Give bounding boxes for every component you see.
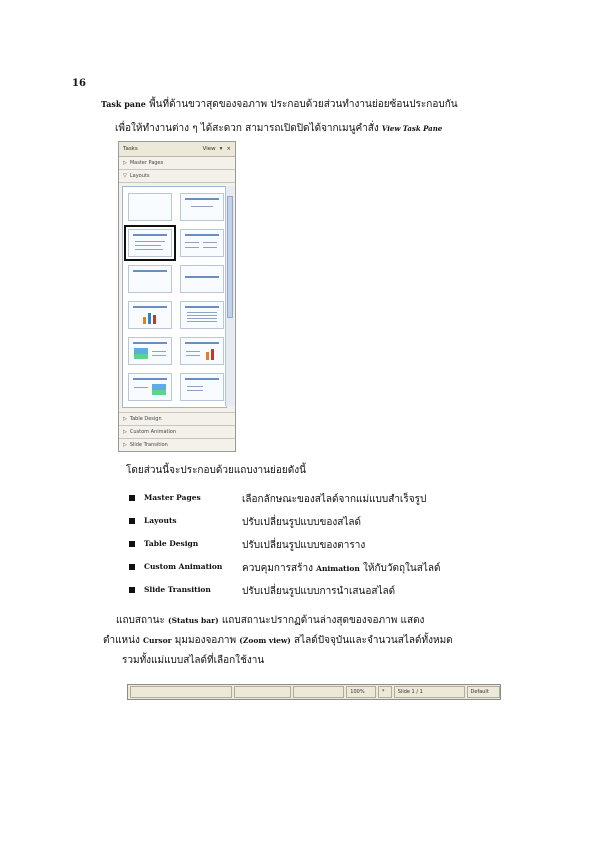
bullet-icon bbox=[129, 587, 135, 593]
status-text: แถบสถานะ bbox=[116, 615, 169, 626]
item-desc: ปรับเปลี่ยนรูปแบบของตาราง bbox=[242, 540, 366, 551]
pane-view-menu[interactable]: View bbox=[202, 146, 216, 152]
item-term: Master Pages bbox=[144, 493, 201, 502]
status-paragraph-line2 bbox=[103, 633, 499, 648]
layout-thumb-table[interactable] bbox=[180, 301, 224, 329]
pane-section-master-pages[interactable] bbox=[119, 157, 235, 170]
status-text: มุมมองจอภาพ bbox=[171, 635, 240, 646]
layout-thumb-text-chart[interactable] bbox=[180, 337, 224, 365]
view-task-pane-menu: View Task Pane bbox=[381, 124, 443, 133]
chevron-right-icon: ▷ bbox=[123, 416, 127, 422]
pane-section-label: Custom Animation bbox=[129, 429, 177, 435]
layout-thumb-text-list[interactable] bbox=[180, 373, 224, 401]
intro-text: โดยส่วนนี้จะประกอบด้วยแถบงานย่อยดังนี้ bbox=[126, 465, 306, 476]
list-item bbox=[129, 538, 365, 553]
bullet-icon bbox=[129, 495, 135, 501]
status-slide: Slide 1 / 1 bbox=[394, 686, 465, 698]
chevron-down-icon[interactable]: ▾ bbox=[219, 146, 223, 152]
layout-thumb-two-content[interactable] bbox=[180, 229, 224, 257]
status-paragraph-line1 bbox=[116, 613, 502, 628]
pane-section-table-design[interactable] bbox=[119, 412, 235, 425]
chevron-right-icon: ▷ bbox=[123, 160, 127, 166]
layout-thumb-picture[interactable] bbox=[128, 337, 172, 365]
task-pane-line2-text: เพื่อให้ทำงานต่าง ๆ ได้สะดวก สามารถเปิดปิดได้จากเมนูคำสั่ง bbox=[115, 123, 382, 134]
task-pane-term: Task pane bbox=[101, 99, 146, 109]
task-pane-line1-text: พื้นที่ด้านขวาสุดของจอภาพ ประกอบด้วยส่วนทำงานย่อยซ้อนประกอบกัน bbox=[149, 99, 458, 110]
status-paragraph-line3: รวมทั้งแม่แบบสไลด์ที่เลือกใช้งาน bbox=[122, 655, 265, 666]
pane-section-label: Table Design bbox=[129, 416, 162, 422]
page-number: 16 bbox=[72, 78, 86, 89]
close-icon[interactable]: × bbox=[226, 146, 231, 152]
status-cell-position bbox=[234, 686, 291, 698]
bullet-icon bbox=[129, 518, 135, 524]
item-desc-animation: Animation bbox=[316, 564, 360, 573]
status-bar-screenshot bbox=[127, 684, 501, 700]
status-star-icon: * bbox=[378, 686, 392, 698]
chevron-right-icon: ▷ bbox=[123, 429, 127, 435]
task-pane-screenshot bbox=[118, 141, 236, 452]
item-term: Custom Animation bbox=[144, 562, 223, 571]
chevron-down-icon: ▽ bbox=[123, 173, 127, 179]
status-cell-empty bbox=[130, 686, 232, 698]
item-term: Slide Transition bbox=[144, 585, 211, 594]
list-item bbox=[129, 515, 361, 530]
list-item bbox=[129, 492, 426, 507]
item-desc-part: ให้กับวัตถุในสไลด์ bbox=[359, 563, 441, 574]
bullet-icon bbox=[129, 541, 135, 547]
pane-section-label: Master Pages bbox=[129, 160, 164, 166]
layout-gallery bbox=[122, 186, 227, 408]
item-desc: ปรับเปลี่ยนรูปแบบการนำเสนอสไลด์ bbox=[242, 586, 396, 597]
layout-thumb-centered[interactable] bbox=[180, 265, 224, 293]
layout-thumb-title-only[interactable] bbox=[128, 265, 172, 293]
cursor-term: Cursor bbox=[143, 636, 172, 645]
item-desc bbox=[242, 561, 441, 576]
item-term: Layouts bbox=[144, 516, 177, 525]
item-term: Table Design bbox=[144, 539, 199, 548]
layout-thumb-title[interactable] bbox=[180, 193, 224, 221]
item-desc-part: ควบคุมการสร้าง bbox=[242, 563, 317, 574]
pane-section-layouts[interactable] bbox=[119, 170, 235, 183]
chevron-right-icon: ▷ bbox=[123, 442, 127, 448]
bullet-icon bbox=[129, 564, 135, 570]
list-item bbox=[129, 561, 441, 576]
status-bar-term: (Status bar) bbox=[168, 616, 219, 625]
pane-title: Tasks bbox=[123, 146, 138, 152]
item-desc: เลือกลักษณะของสไลด์จากแม่แบบสำเร็จรูป bbox=[242, 494, 427, 505]
gallery-scrollbar[interactable] bbox=[225, 186, 234, 406]
pane-section-label: Slide Transition bbox=[129, 442, 168, 448]
task-pane-paragraph-line2 bbox=[115, 121, 442, 136]
status-text: แถบสถานะปรากฏด้านล่างสุดของจอภาพ แสดง bbox=[218, 615, 425, 626]
item-desc: ปรับเปลี่ยนรูปแบบของสไลด์ bbox=[242, 517, 361, 528]
layout-thumb-blank[interactable] bbox=[128, 193, 172, 221]
zoom-view-term: (Zoom view) bbox=[239, 636, 291, 645]
status-zoom[interactable]: 100% bbox=[346, 686, 376, 698]
layout-thumb-title-content-selected[interactable] bbox=[128, 229, 172, 257]
pane-section-label: Layouts bbox=[129, 173, 150, 179]
pane-section-slide-transition[interactable] bbox=[119, 438, 235, 451]
layout-thumb-chart[interactable] bbox=[128, 301, 172, 329]
pane-header bbox=[119, 142, 235, 157]
task-pane-paragraph-line1 bbox=[101, 97, 458, 112]
pane-section-custom-animation[interactable] bbox=[119, 425, 235, 438]
status-text: สไลด์ปัจจุบันและจำนวนสไลด์ทั้งหมด bbox=[290, 635, 453, 646]
status-text: ตำแหน่ง bbox=[103, 635, 144, 646]
status-master: Default bbox=[467, 686, 501, 698]
layout-thumb-picture-text[interactable] bbox=[128, 373, 172, 401]
list-item bbox=[129, 584, 395, 599]
status-cell-size bbox=[293, 686, 344, 698]
